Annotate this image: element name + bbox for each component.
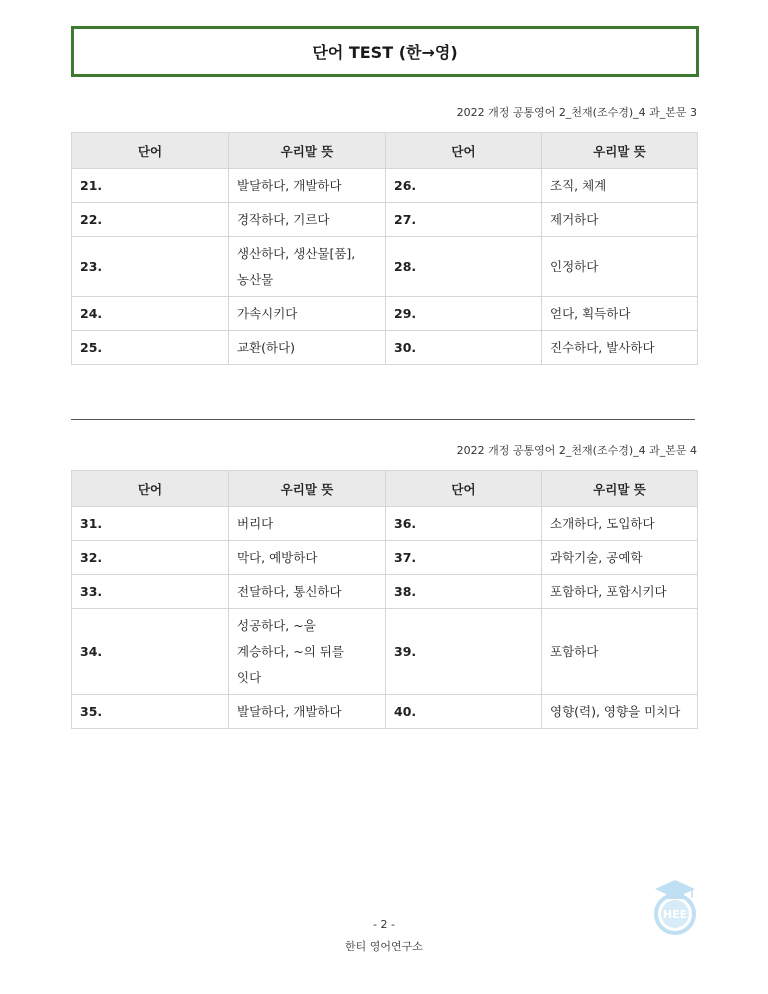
- header-word: 단어: [386, 471, 542, 507]
- item-number: 30.: [386, 331, 542, 365]
- item-meaning: 포함하다: [542, 609, 698, 695]
- organization-name: 한티 영어연구소: [345, 940, 423, 953]
- item-number: 33.: [72, 575, 229, 609]
- vocab-table-1: [71, 132, 698, 365]
- table-row: [72, 575, 698, 609]
- item-number: 40.: [386, 695, 542, 729]
- item-number: 38.: [386, 575, 542, 609]
- item-meaning: 가속시키다: [229, 297, 386, 331]
- item-meaning: 버리다: [229, 507, 386, 541]
- table-row: [72, 695, 698, 729]
- item-meaning: 과학기술, 공예학: [542, 541, 698, 575]
- item-number: 24.: [72, 297, 229, 331]
- section-divider: [71, 419, 695, 420]
- item-meaning: 인정하다: [542, 237, 698, 297]
- item-meaning: [229, 237, 386, 297]
- hee-logo: [650, 878, 700, 936]
- table-row: [72, 203, 698, 237]
- header-meaning: 우리말 뜻: [542, 133, 698, 169]
- table-row: [72, 297, 698, 331]
- table-row: [72, 237, 698, 297]
- title-box: [71, 26, 699, 77]
- meaning-line: 농산물: [237, 271, 274, 287]
- item-meaning: 전달하다, 통신하다: [229, 575, 386, 609]
- meaning-line: 계승하다, ~의 뒤를: [237, 643, 344, 659]
- table-row: [72, 609, 698, 695]
- item-meaning: 제거하다: [542, 203, 698, 237]
- header-meaning: 우리말 뜻: [542, 471, 698, 507]
- section-caption-1: 2022 개정 공통영어 2_천재(조수경)_4 과_본문 3: [456, 106, 697, 119]
- item-meaning: 교환(하다): [229, 331, 386, 365]
- item-meaning: 진수하다, 발사하다: [542, 331, 698, 365]
- item-number: 37.: [386, 541, 542, 575]
- item-number: 31.: [72, 507, 229, 541]
- meaning-line: 성공하다, ~을: [237, 617, 316, 633]
- item-meaning: [229, 609, 386, 695]
- item-meaning: 발달하다, 개발하다: [229, 169, 386, 203]
- page-number: - 2 -: [373, 918, 395, 931]
- header-word: 단어: [386, 133, 542, 169]
- item-number: 28.: [386, 237, 542, 297]
- section-caption-2: 2022 개정 공통영어 2_천재(조수경)_4 과_본문 4: [456, 444, 697, 457]
- item-number: 34.: [72, 609, 229, 695]
- table-header-row: [72, 471, 698, 507]
- table-row: [72, 541, 698, 575]
- page-title: 단어 TEST (한→영): [312, 43, 458, 62]
- item-number: 29.: [386, 297, 542, 331]
- item-meaning: 포함하다, 포함시키다: [542, 575, 698, 609]
- table-row: [72, 331, 698, 365]
- item-number: 26.: [386, 169, 542, 203]
- item-meaning: 소개하다, 도입하다: [542, 507, 698, 541]
- item-number: 32.: [72, 541, 229, 575]
- item-number: 39.: [386, 609, 542, 695]
- header-meaning: 우리말 뜻: [229, 471, 386, 507]
- item-number: 36.: [386, 507, 542, 541]
- table-row: [72, 169, 698, 203]
- item-number: 27.: [386, 203, 542, 237]
- item-meaning: 조직, 체계: [542, 169, 698, 203]
- item-number: 22.: [72, 203, 229, 237]
- item-number: 35.: [72, 695, 229, 729]
- item-meaning: 영향(력), 영향을 미치다: [542, 695, 698, 729]
- item-meaning: 얻다, 획득하다: [542, 297, 698, 331]
- item-meaning: 막다, 예방하다: [229, 541, 386, 575]
- table-header-row: [72, 133, 698, 169]
- item-number: 25.: [72, 331, 229, 365]
- item-meaning: 경작하다, 기르다: [229, 203, 386, 237]
- header-word: 단어: [72, 133, 229, 169]
- item-number: 21.: [72, 169, 229, 203]
- meaning-line: 잇다: [237, 669, 262, 685]
- meaning-line: 생산하다, 생산물[품],: [237, 245, 356, 261]
- vocab-table-2: [71, 470, 698, 729]
- logo-text: HEE: [662, 908, 688, 921]
- header-meaning: 우리말 뜻: [229, 133, 386, 169]
- item-number: 23.: [72, 237, 229, 297]
- table-row: [72, 507, 698, 541]
- item-meaning: 발달하다, 개발하다: [229, 695, 386, 729]
- header-word: 단어: [72, 471, 229, 507]
